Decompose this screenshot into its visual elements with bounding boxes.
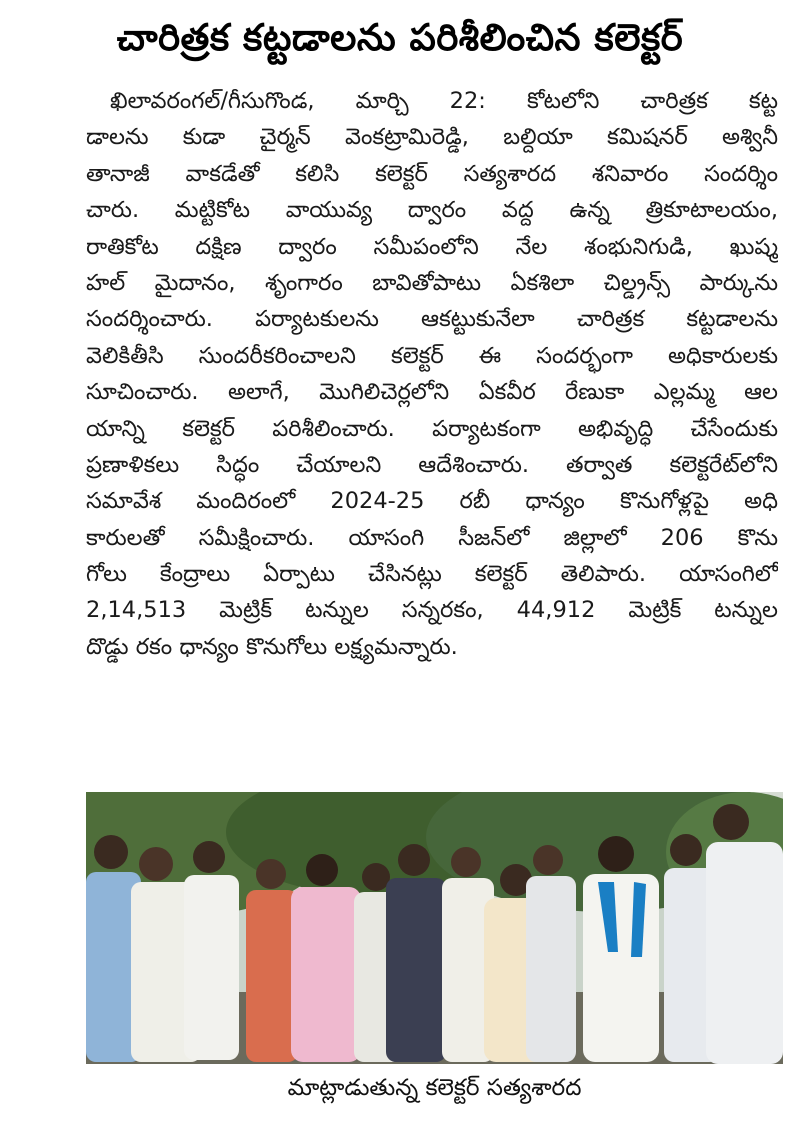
article-line: చారు. మట్టికోట వాయువ్య ద్వారం వద్ద ఉన్న త్రికూటాలయం, [86,197,778,224]
article-line: వెలికితీసి సుందరీకరించాలని కలెక్టర్ ఈ సందర్భంగా అధికారులకు [86,342,778,369]
article-body [86,83,778,665]
article-line: దొడ్డు రకం ధాన్యం కొనుగోలు లక్ష్యమన్నారు. [86,633,458,660]
article-line: రాతికోట దక్షిణ ద్వారం సమీపంలోని నేల శంభునిగుడి, ఖుష్మ [86,233,778,260]
news-photo [86,792,783,1064]
article-line: యాన్ని కలెక్టర్ పరిశీలించారు. పర్యాటకంగా అభివృద్ధి చేసేందుకు [86,415,778,442]
article-line: ఖిలావరంగల్/గీసుగొండ, మార్చి 22: కోటలోని చారిత్రక కట్ట [110,88,778,114]
article-line: కారులతో సమీక్షించారు. యాసంగి సీజన్‌లో జిల్లాలో 206 కొను [86,524,778,551]
article-line: తానాజీ వాకడేతో కలిసి కలెక్టర్ సత్యశారద శనివారం సందర్శిం [86,160,778,187]
article-line: గోలు కేంద్రాలు ఏర్పాటు చేసినట్లు కలెక్టర్ తెలిపారు. యాసంగిలో [86,561,778,588]
article-line: సమావేశ మందిరంలో 2024-25 రబీ ధాన్యం కొనుగోళ్లపై అధి [86,488,778,515]
article-line: హల్ మైదానం, శృంగారం బావితోపాటు ఏకశిలా చిల్డ్రన్స్ పార్కును [86,269,778,296]
article-line: సూచించారు. అలాగే, మొగిలిచెర్లలోని ఏకవీర రేణుకా ఎల్లమ్మ ఆల [86,379,778,406]
photo-caption: మాట్లాడుతున్న కలెక్టర్ సత్యశారద [287,1075,582,1101]
article-line: 2,14,513 మెట్రిక్ టన్నుల సన్నరకం, 44,912 మెట్రిక్ టన్నుల [86,597,778,624]
article-line: డాలను కుడా చైర్మన్ వెంకట్రామిరెడ్డి, బల్దియా కమిషనర్ అశ్వినీ [86,124,778,151]
article-line: ప్రణాళికలు సిద్ధం చేయాలని ఆదేశించారు. తర్వాత కలెక్టరేట్‌లోని [86,451,778,478]
article-line: సందర్శించారు. పర్యాటకులను ఆకట్టుకునేలా చారిత్రక కట్టడాలను [86,306,778,333]
headline: చారిత్రక కట్టడాలను పరిశీలించిన కలెక్టర్ [116,16,684,59]
